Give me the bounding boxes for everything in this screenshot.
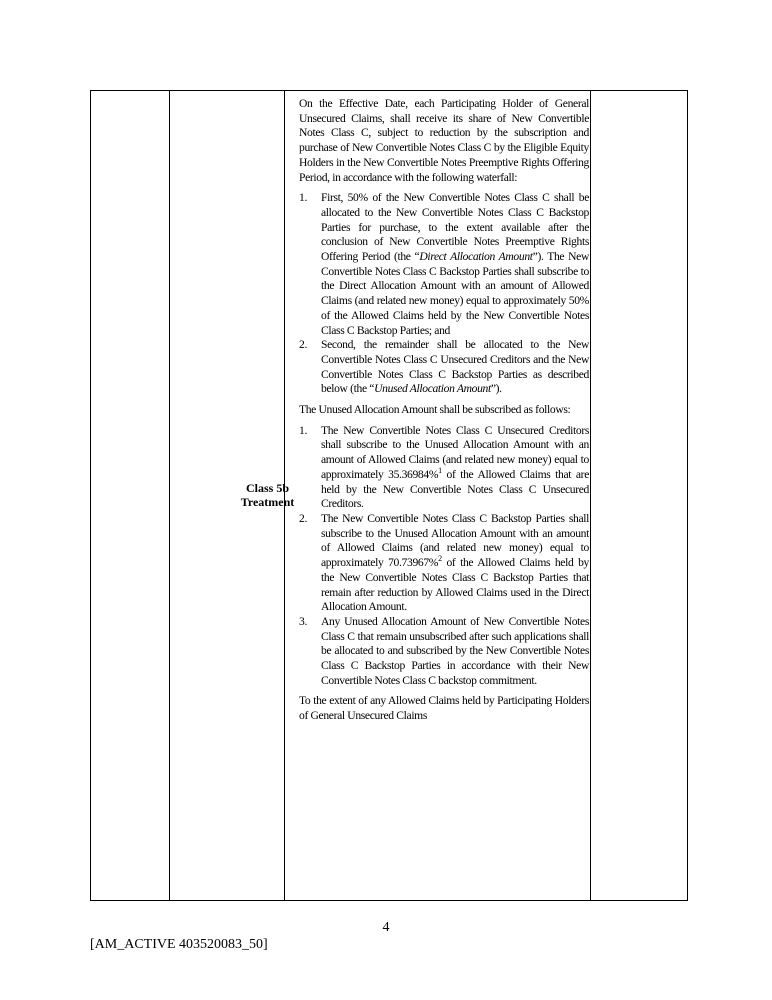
column-divider	[590, 91, 591, 900]
list-item: 1. The New Convertible Notes Class C Unsecured Creditors shall subscribe to the Unused Allocation Amount with an amount of Allowed Claims (and related new money) equal to approximately 35.36984%$^1$ of the Allowed Claims that are held by the New Convertible Notes Class C Unsecured Creditors.	[299, 423, 589, 511]
treatment-text-cell	[299, 97, 589, 730]
list-item: 1. First, 50% of the New Convertible Notes Class C shall be allocated to the New Convertible Notes Class C Backstop Parties for purchase, to the extent available after the conclusion of New Convertible Notes Preemptive Rights Offering Period (the “Direct Allocation Amount”). The New Convertible Notes Class C Backstop Parties shall subscribe to the Direct Allocation Amount with an amount of Allowed Claims (and related new money) equal to approximately 50% of the Allowed Claims held by the New Convertible Notes Class C Backstop Parties; and	[299, 191, 589, 337]
list-item: 3. Any Unused Allocation Amount of New Convertible Notes Class C that remain unsubscribed after such applications shall be allocated to and subscribed by the New Convertible Notes Class C Backstop Parties in accordance with their New Convertible Notes Class C backstop commitment.	[299, 614, 589, 687]
document-id: [AM_ACTIVE 403520083_50]	[90, 937, 268, 952]
subscription-list	[299, 424, 589, 689]
page-number: 4	[382, 920, 390, 935]
defined-term: Direct Allocation Amount	[419, 250, 533, 264]
intro-paragraph: On the Effective Date, each Participating Holder of General Unsecured Claims, shall receive its share of New Convertible Notes Class C, subject to reduction by the subscription and purchase of New Convertible Notes Class C by the Eligible Equity Holders in the New Convertible Notes Preemptive Rights Offering Period, in accordance with the following waterfall:	[299, 97, 589, 184]
list-item: 2. The New Convertible Notes Class C Backstop Parties shall subscribe to the Unused Allocation Amount with an amount of Allowed Claims (and related new money) equal to approximately 70.73967%$^2$ of the Allowed Claims held by the New Convertible Notes Class C Backstop Parties that remain after reduction by Allowed Claims used in the Direct Allocation Amount.	[299, 511, 589, 614]
defined-term: Unused Allocation Amount	[374, 382, 491, 396]
closing-paragraph: To the extent of any Allowed Claims held by Participating Holders of General Unsecured Claims	[299, 694, 589, 723]
class-label: Class 5b	[245, 481, 289, 495]
treatment-label: Treatment	[240, 495, 295, 509]
subscription-paragraph: The Unused Allocation Amount shall be subscribed as follows:	[299, 403, 571, 417]
column-divider	[169, 91, 170, 900]
list-item: 2. Second, the remainder shall be allocated to the New Convertible Notes Class C Unsecured Creditors and the New Convertible Notes Class C Backstop Parties as described below (the “Unused Allocation Amount”).	[299, 338, 589, 396]
footnote-ref[interactable]: 2	[438, 554, 442, 564]
waterfall-list	[299, 191, 589, 397]
plan-treatment-table	[90, 90, 688, 901]
footnote-ref[interactable]: 1	[438, 466, 442, 476]
